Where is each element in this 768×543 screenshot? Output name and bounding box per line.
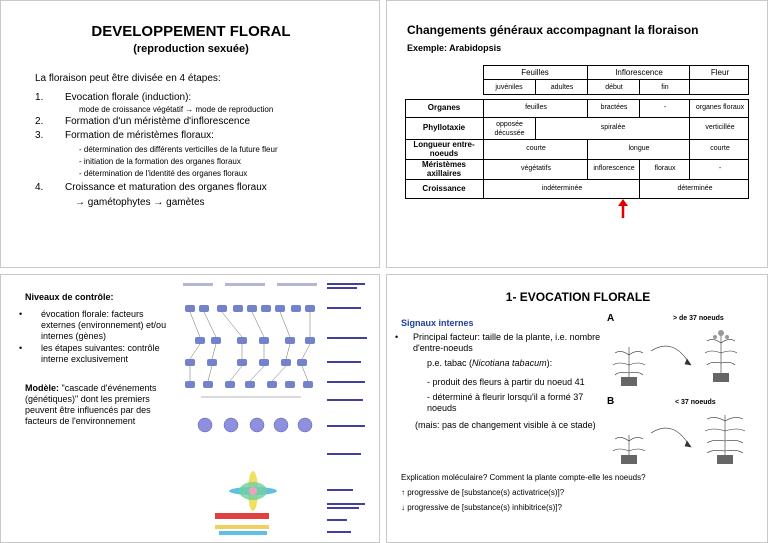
point-text: - produit des fleurs à partir du noeud 41 [427, 377, 585, 387]
sub-header-juveniles: juvéniles [495, 84, 523, 91]
row-label-phyllotaxie: Phyllotaxie [422, 123, 466, 132]
question-text: Explication moléculaire? Comment la plante compte-elle les noeuds? [401, 473, 646, 482]
hypothesis-text: ↓ progressive de [substance(s) inhibitrice(s)]? [401, 503, 562, 512]
step-4-text: Croissance et maturation des organes floraux [65, 182, 267, 193]
cell: végétatifs [483, 159, 588, 179]
comparison-table [405, 65, 751, 199]
model-description: "cascade d'événements (génétiques)" dont les premiers peuvent être influencés par des facteurs de l'environnement [25, 383, 157, 426]
plant-figure-a [609, 325, 765, 387]
cell: verticillée [689, 117, 750, 139]
intro-text: La floraison peut être divisée en 4 étapes: [35, 73, 221, 84]
model-label: Modèle: [25, 383, 60, 393]
cell: déterminée [639, 179, 750, 199]
step-1-text: Evocation florale (induction): [65, 92, 192, 103]
figure-a-label: A [607, 313, 615, 324]
slide-evocation-florale [386, 274, 768, 543]
plant-figure-b [609, 407, 765, 465]
slide-title: Changements généraux accompagnant la floraison [407, 23, 699, 37]
col-header-inflorescence: Inflorescence [587, 65, 690, 80]
slide-changements-floraison [386, 0, 768, 268]
figure-b-label: B [607, 396, 615, 407]
row-label-organes: Organes [427, 103, 461, 112]
slide-title: 1- EVOCATION FLORALE [505, 290, 651, 304]
step-1-detail: mode de croissance végétatif → mode de reproduction [79, 105, 274, 114]
gene-cascade-diagram [181, 277, 377, 541]
cell: - [689, 159, 750, 179]
slide-niveaux-controle [0, 274, 380, 543]
transition-arrow-icon [617, 199, 629, 219]
step-2-text: Formation d'un méristème d'inflorescence [65, 116, 251, 127]
cell: courte [483, 139, 588, 159]
col-header-feuilles: Feuilles [521, 68, 549, 77]
cell: indéterminée [483, 179, 640, 199]
bullet-text: Principal facteur: taille de la plante, i.e. nombre d'entre-noeuds [413, 332, 601, 353]
species-name: Nicotiana tabacum [472, 358, 547, 368]
point-text: - déterminé à fleurir lorsqu'il a formé 37 noeuds [427, 392, 584, 413]
cell: courte [689, 139, 750, 159]
cell: feuilles [483, 99, 588, 117]
cell: opposée décussée [483, 118, 535, 139]
bullet-text: les étapes suivantes: contrôle interne exclusivement [41, 343, 160, 364]
section-heading: Niveaux de contrôle: [25, 292, 114, 302]
slide-developpement-floral [0, 0, 380, 268]
bullet-icon: • [19, 343, 23, 353]
figure-b-caption: < 37 noeuds [675, 399, 716, 406]
step-3-detail: - détermination des différents verticilles de la future fleur [79, 145, 278, 154]
bullet-icon: • [19, 309, 23, 319]
step-number: 3. [35, 130, 44, 141]
bullet-text: évocation florale: facteurs externes (environnement) et/ou internes (gènes) [41, 309, 167, 341]
slide-title: DEVELOPPEMENT FLORAL [91, 23, 291, 40]
cell: longue [587, 139, 690, 159]
step-3-detail: - détermination de l'identité des organes floraux [79, 169, 248, 178]
sub-header-adultes: adultes [535, 80, 588, 95]
model-text [25, 383, 175, 427]
example-suffix: ): [546, 358, 553, 368]
cell: bractées [587, 99, 640, 117]
example-prefix: p.e. tabac ( [427, 358, 473, 368]
bullet-icon: • [395, 332, 399, 342]
step-number: 4. [35, 182, 44, 193]
row-label-croissance: Croissance [422, 184, 466, 193]
slide-subtitle: Exemple: Arabidopsis [407, 43, 502, 53]
cell: organes floraux [689, 99, 750, 117]
sub-header-debut: début [587, 80, 640, 95]
row-label-meristemes: Méristèmes axillaires [421, 160, 467, 178]
example-text [427, 358, 552, 368]
col-header-fleur: Fleur [689, 65, 750, 80]
hypothesis-text: ↑ progressive de [substance(s) activatrice(s)]? [401, 488, 565, 497]
sub-header-fin: fin [639, 80, 690, 95]
step-3-text: Formation de méristèmes floraux: [65, 130, 214, 141]
cell: inflorescence [587, 159, 640, 179]
section-heading: Signaux internes [401, 318, 474, 328]
step-3-detail: - initiation de la formation des organes floraux [79, 157, 241, 166]
cell: floraux [639, 159, 690, 179]
step-4-detail: → gamétophytes → gamètes [75, 197, 205, 208]
step-number: 1. [35, 92, 44, 103]
cell: spiralée [535, 117, 690, 139]
note-text: (mais: pas de changement visible à ce stade) [415, 420, 596, 430]
slide-subtitle: (reproduction sexuée) [133, 43, 249, 55]
cell: - [639, 99, 690, 117]
figure-a-caption: > de 37 noeuds [673, 315, 724, 322]
row-label-longueur: Longueur entre-noeuds [413, 140, 475, 158]
step-number: 2. [35, 116, 44, 127]
